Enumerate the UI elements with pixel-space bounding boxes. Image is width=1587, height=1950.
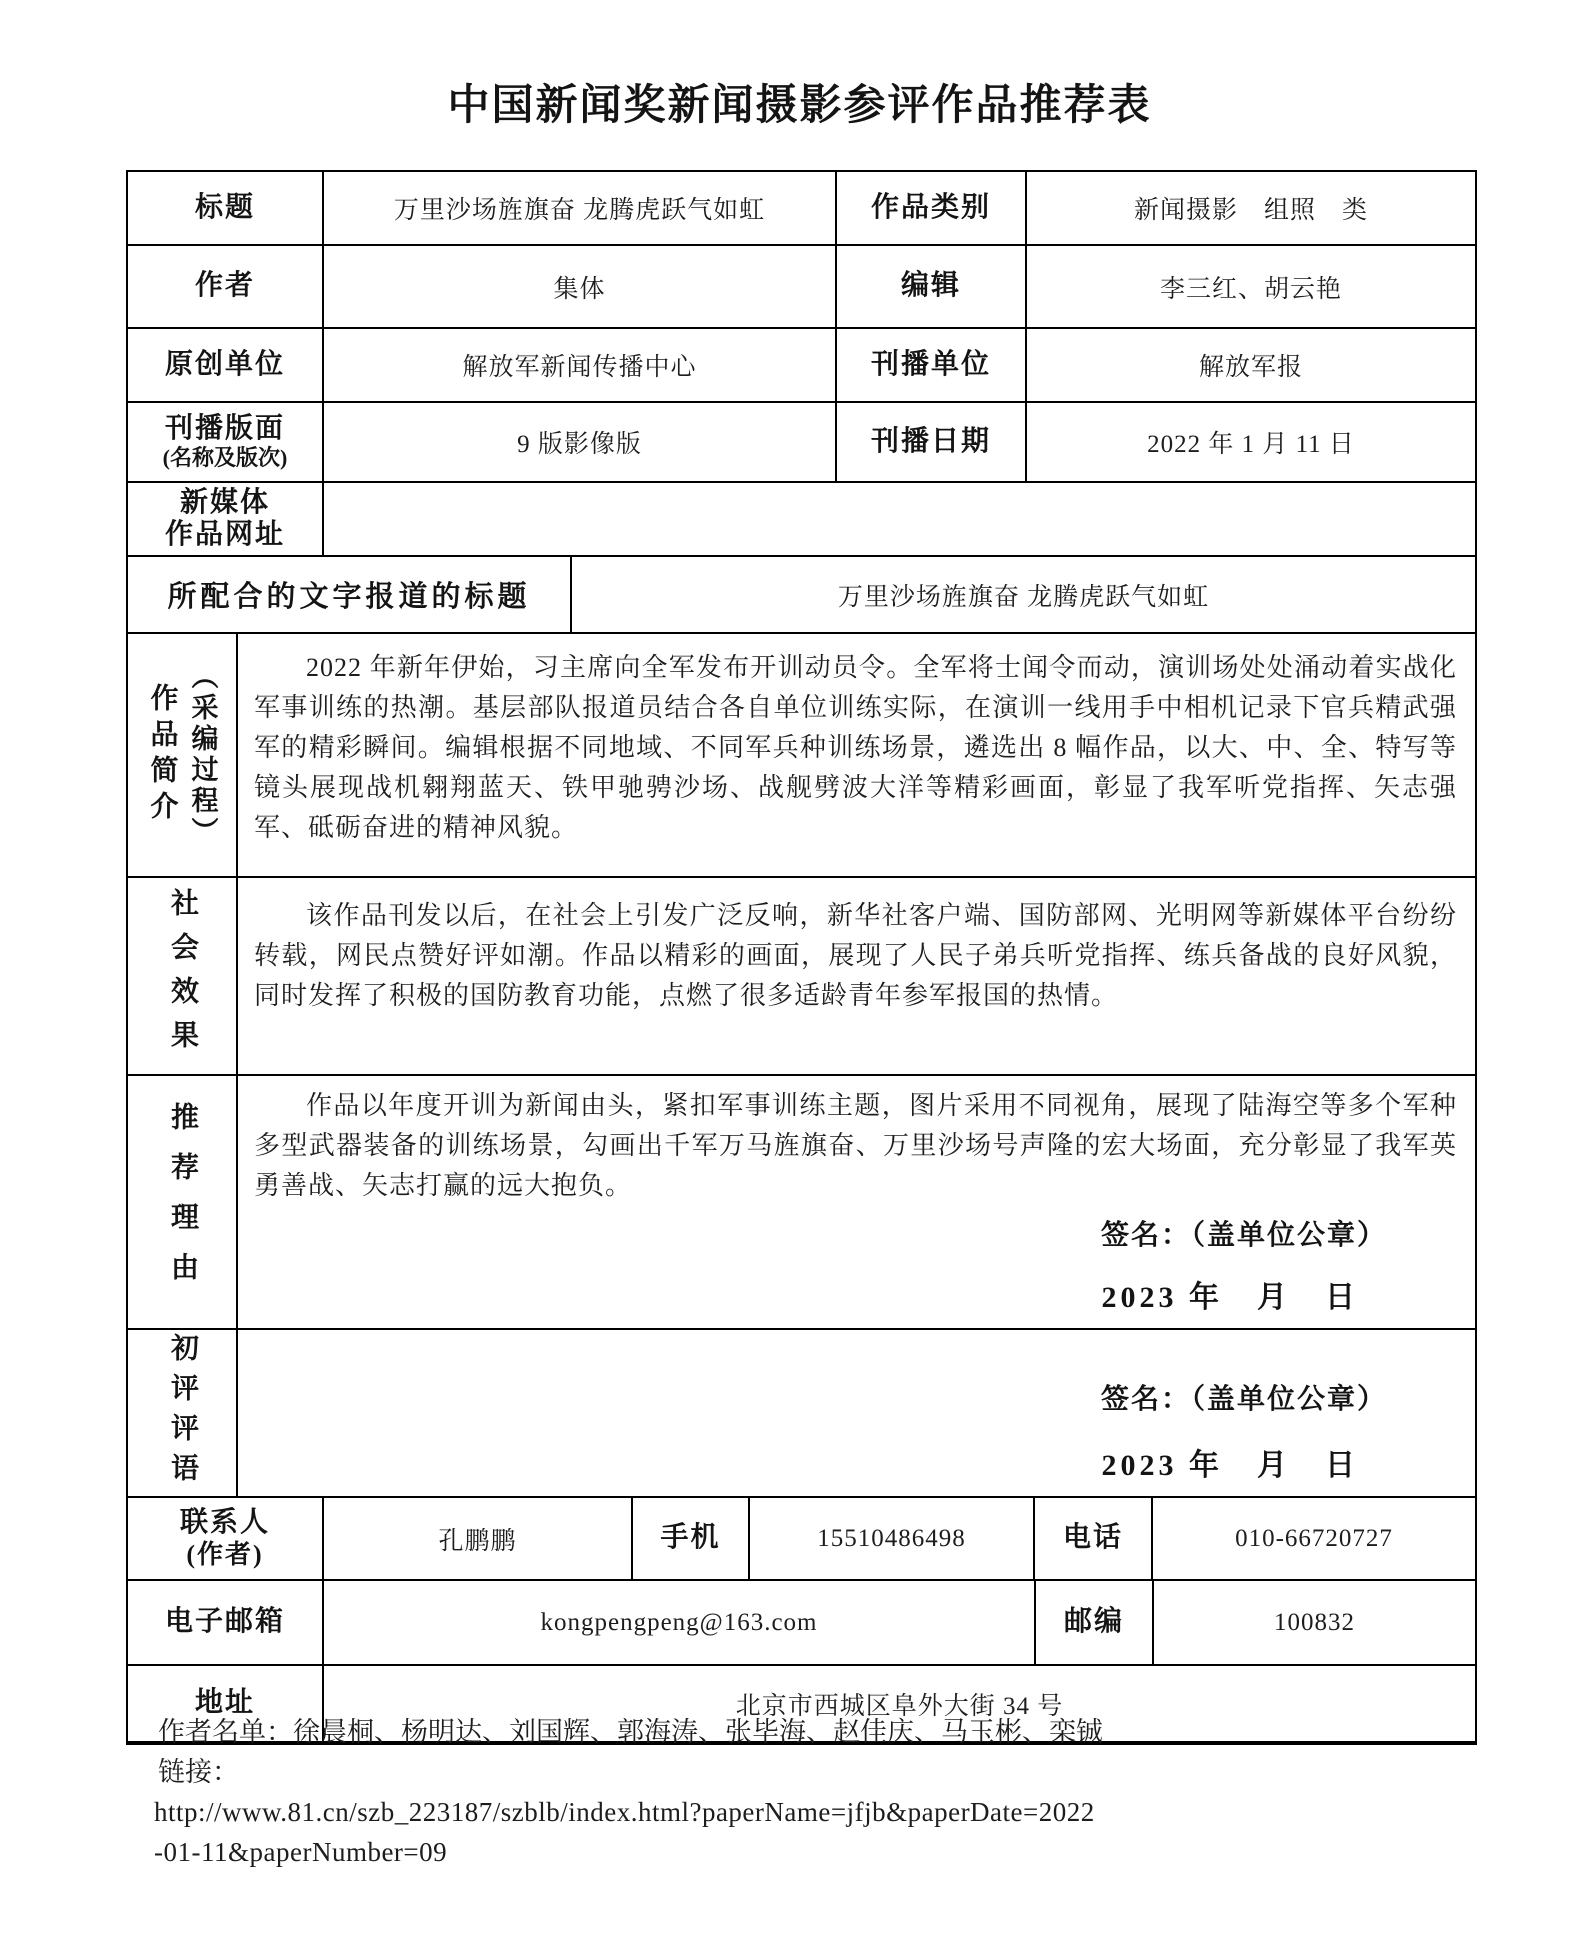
editor-value: 李三红、胡云艳 <box>1159 275 1342 303</box>
recommendation-form-table <box>126 170 1477 1745</box>
authors-list-line: 作者名单：徐晨桐、杨明达、刘国辉、郭海涛、张毕海、赵佳庆、马玉彬、栾铖 <box>158 1717 1103 1747</box>
recommend-sign-label: 签名：（盖单位公章） <box>1100 1220 1387 1251</box>
recommend-reason-paragraph: 作品以年度开训为新闻由头，紧扣军事训练主题，图片采用不同视角，展现了陆海空等多个军种多型武器装备的训练场景，勾画出千军万马旌旗奋、万里沙场号声隆的宏大场面，充分彰显了我军英勇善战、矢志打赢的远大抱负。 <box>254 1091 1457 1200</box>
social-effect-paragraph: 该作品刊发以后，在社会上引发广泛反响，新华社客户端、国防部网、光明网等新媒体平台纷纷转载，网民点赞好评如潮。作品以精彩的画面，展现了人民子弟兵听党指挥、练兵备战的良好风貌，同时发挥了积极的国防教育功能，点燃了很多适龄青年参军报国的热情。 <box>254 901 1457 1010</box>
contact-name-value: 孔鹏鹏 <box>438 1527 517 1555</box>
row-recommend-reason <box>128 1074 1475 1328</box>
link-url-line1: http://www.81.cn/szb_223187/szblb/index.html?paperName=jfjb&paperDate=2022 <box>154 1797 1095 1827</box>
contact-label-line2: (作者) <box>186 1539 264 1569</box>
mobile-value: 15510486498 <box>817 1524 966 1552</box>
row-page-layout <box>128 401 1475 481</box>
preliminary-date-line: 2023 年 月 日 <box>1101 1449 1359 1482</box>
row-email <box>128 1579 1475 1664</box>
work-intro-label <box>142 662 223 848</box>
title-value: 万里沙场旌旗奋 龙腾虎跃气如虹 <box>393 197 766 224</box>
work-intro-label-main: 作品简介 <box>146 683 178 827</box>
row-new-media-url <box>128 481 1475 555</box>
work-intro-label-sub: （采编过程） <box>187 662 218 848</box>
page-layout-sublabel: (名称及版次) <box>162 444 288 470</box>
address-value: 北京市西城区阜外大街 34 号 <box>735 1692 1064 1720</box>
row-related-report-title <box>128 555 1475 632</box>
editor-label: 编辑 <box>900 270 961 302</box>
row-author <box>128 244 1475 327</box>
work-intro-paragraph: 2022 年新年伊始，习主席向全军发布开训动员令。全军将士闻令而动，演训场处处涌动着实战化军事训练的热潮。基层部队报道员结合各自单位训练实际，在演训一线用手中相机记录下官兵精武强军的精彩瞬间。编辑根据不同地域、不同军兵种训练场景，遴选出 8 幅作品，以大、中、全、特写等镜头展现战机翱翔蓝天、铁甲驰骋沙场、战舰劈波大洋等精彩画面，彰显了我军听党指挥、矢志强军、砥砺奋进的精神风貌。 <box>254 653 1457 842</box>
page-layout-value: 9 版影像版 <box>517 431 642 458</box>
recommend-reason-label: 推荐理由 <box>167 1102 198 1302</box>
postcode-value: 100832 <box>1274 1608 1355 1636</box>
related-report-value: 万里沙场旌旗奋 龙腾虎跃气如虹 <box>837 583 1210 611</box>
footer-notes <box>154 1712 1478 1872</box>
publish-unit-value: 解放军报 <box>1198 354 1303 381</box>
page-layout-label: 刊播版面 <box>164 412 285 444</box>
publish-date-label: 刊播日期 <box>870 425 991 457</box>
publish-unit-label: 刊播单位 <box>870 348 991 380</box>
category-label: 作品类别 <box>870 191 991 223</box>
author-label: 作者 <box>194 270 255 302</box>
mobile-label: 手机 <box>660 1522 721 1554</box>
publish-date-value: 2022 年 1 月 11 日 <box>1147 431 1355 458</box>
postcode-label: 邮编 <box>1063 1606 1124 1638</box>
new-media-label-line2: 作品网址 <box>164 519 285 550</box>
title-label: 标题 <box>194 191 255 223</box>
phone-value: 010-66720727 <box>1235 1524 1393 1552</box>
origin-unit-value: 解放军新闻传播中心 <box>462 354 697 381</box>
category-value: 新闻摄影 组照 类 <box>1133 197 1368 224</box>
email-label: 电子邮箱 <box>164 1606 285 1638</box>
preliminary-sign-label: 签名：（盖单位公章） <box>1100 1384 1387 1415</box>
link-url-line2: -01-11&paperNumber=09 <box>154 1837 448 1867</box>
link-label: 链接： <box>158 1757 239 1787</box>
row-social-effect <box>128 876 1475 1074</box>
row-contact <box>128 1496 1475 1579</box>
page-title: 中国新闻奖新闻摄影参评作品推荐表 <box>447 83 1152 129</box>
origin-unit-label: 原创单位 <box>164 348 285 380</box>
author-value: 集体 <box>553 275 606 303</box>
row-preliminary-review <box>128 1328 1475 1496</box>
email-value: kongpengpeng@163.com <box>540 1608 818 1636</box>
phone-label: 电话 <box>1062 1522 1123 1554</box>
new-media-label-line1: 新媒体 <box>179 486 270 518</box>
related-report-label: 所配合的文字报道的标题 <box>167 581 531 613</box>
row-work-intro <box>128 632 1475 876</box>
social-effect-label: 社会效果 <box>167 888 198 1064</box>
contact-label-line1: 联系人 <box>179 1507 270 1539</box>
preliminary-review-label: 初评评语 <box>167 1333 198 1493</box>
recommend-date-line: 2023 年 月 日 <box>1101 1281 1359 1314</box>
row-title <box>128 172 1475 244</box>
address-label: 地址 <box>194 1687 255 1719</box>
row-origin-unit <box>128 327 1475 401</box>
